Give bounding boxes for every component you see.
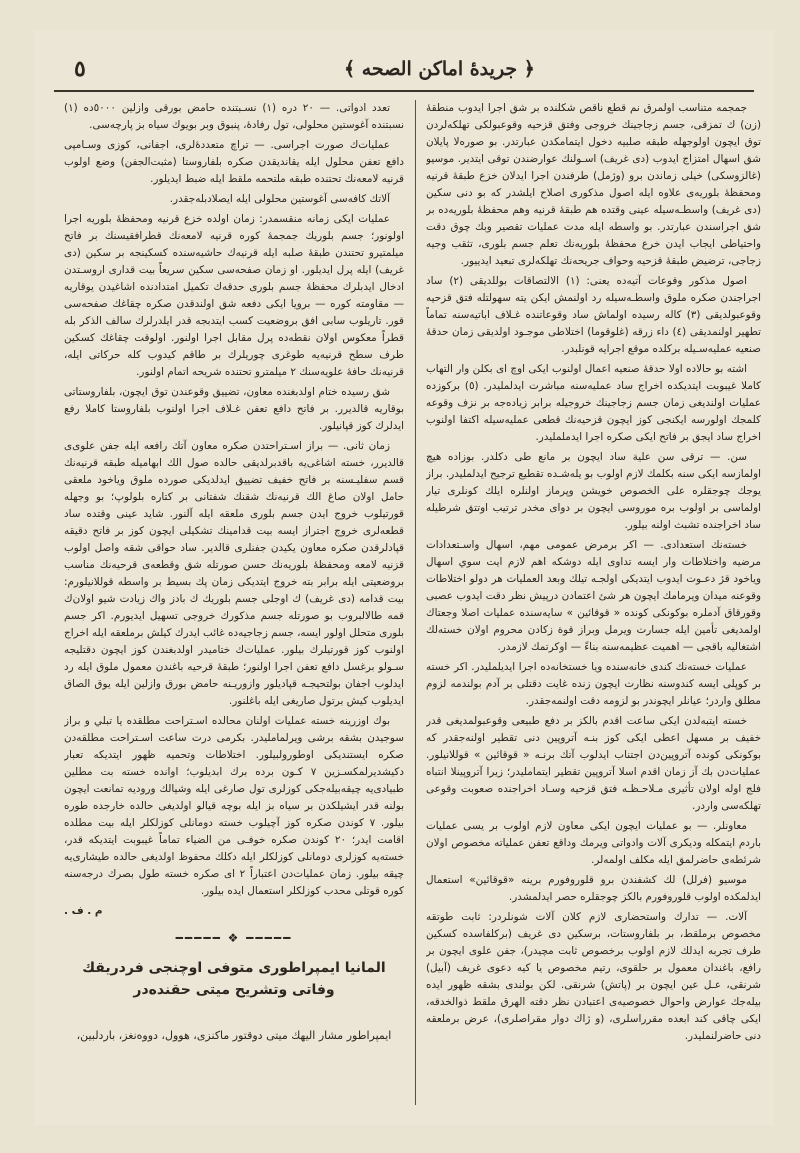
paragraph: تعدد ادواتى. — ٢٠ دره (١) نسـبتنده حامض بورقى وازلين ٥٠٠٠ده (١) نسبتنده آغوستين محلولى، تول رفادهٔ، پنبوق وبر بويوك سياه بز پارچه‌سى. [64,102,404,131]
paragraph: موسيو (فرلل) لك كشفندن برو قلوروفورم برينه «قوقائين» استعمال ايدلمكده اولوب قلوروفورم بالكز چوجقلره حصر ايدلمشدر. [426,874,761,903]
paragraph: خسته‌نك استعدادى. — اكر برمرض عمومى مهم، اسهال واسـتعدادات مرضيه واختلاطات وار ايسه تداوى ايله دوشكه اهم لازم ايت سوي اسهال وياخود قرٔ دعـوت ايدوب ايتديكى اولجـه تيلك وبعد العمليات هر دولو اختلاطات وقوعنه ميدان ويرمامك ايچون هر شئ اعتمادن درپيش نظر دقت ايدوب عصبى وقورقاق آدملره بوكونكى كونده « قوقائين » سايه‌سنده عمليات اصلا وجعتاك اولمديغى تأمين ايله جسارت ويرمل وبراز قوة زكادن محروم اولان خسته‌لك اشتغاليه باقجى — اهميت عظيمه‌سنه بناءً — اوكرتمك لازمدر. [426,539,761,653]
paragraph: جمجمه متناسب اولمرق نم قطع ناقص شكلنده بر شق اجرا ايدوب منطقهٔ (زن) ك تمزقى، جسم زجاجينك خروجى وفتق قزحيه وقوعبولكى تهلكه‌لردن توق ايچون اولوجهله طبقه صلبيه دخول ايتمامكدن عبارتدر. بو صوره‌لا پايلان شق اسهال امتزاج ايدوب (دى غريف) اسـولنك عوارضندن توقى ايتدير. موسيو (غالزوسكى) خيلى زماندن برو (وژمل) طرفندن اجرا ايدلان خزع طبقهٔ قرنيه ومحفظهٔ بلوريه‌ى علاوه ايله اصول مذكورى اصلاح ايلشدر كه بو دنى سكين (دى غريف) واسطـه‌سيله عينى وقتده هم طبقهٔ قرنيه وهم محفظهٔ بلوريه‌ده بر شق اجراسندن عبارتدر. بو واسطه ايله مدت عمليات تقصير وبك چوق دقت واحتياطى ايجاب ايدن خرع محفظهٔ بلوريه‌نك تعلم جسم بلورى، تثقب وجيه زجاجى، ترضيض طبقهٔ قزحيه وحواف جريحه‌نك تهلكه‌لرى تبعيد ايدييور. [426,102,761,267]
article-title: المانيا ايمپراطورى متوفى اوچنجى فردريقك وفاتى وتشريح ميتى حقنده‌در [82,960,386,998]
article-byline: ايمپراطور مشار اليهك ميتى دوقتور ماكنزى، هوول، دووه‌نغز، باردلبين، [76,1029,392,1042]
paragraph: شق رسيده ختام اولدبغنده معاون، تضييق وقوعندن توق ايچون، بلفاروستاتى بوقاريه قالديرر. بر فاتح دافع تعفن غـلاف اجرا اولنوب بلفاروستا كاملا رفع ايدلرك كوز قپانيلور. [64,386,404,432]
paragraph: اصول مذكور وقوعات آتيه‌ده يعنى: (١) الالتصاقات بوللديقى (٢) ساد اجراجندن صكره ملوق واسطـه‌سيله رد اولنمش ايكن يته سهولتله فتق قزحيه وقوعبولديقى (٣) كاله رسيده اولماش ساد وقوعاتنده غـلاف اباتيه‌سنه تماماً تطهير اولنمديقى (٤) داء زرقه (غلوقوما) اختلاطى موجـود اولديقى زمان حدقهٔ صنعيه عمليه‌سـيله بركلده موقع اجرايه قونلبدر. [426,275,761,355]
paragraph: بوك اوزرينه خسته عمليات اولنان محالده اسـتراحت مطلقده يا تبلي و براز سوجيدن بشقه برشى ويرلمامليدر. بكرمى درت ساعت اسـتراحت مطلقه‌دن صكره ايستنديكى اوطورولبيلور. اختلاطات وتحميه ظهور ايتديكه تعبار دكيشديرلمكسـزين ٧ كـون برده برك ابديلوب؛ اوانده خسته بت مطلين طبيادى‌يه چيقه‌بيله‌جكى كوزلرى تول صارغى ايله وشيالك وروديه تمانعت ايچون بولنه قدر ايشيلكدن بر سياه بز ايله بوچه قيالو اولديغى حالده خارجده طوره بيلور. ٧ كوندن صكره كوز آچيلوب خسته دومانلى كوزلكلر ايله بيت مطلده اقامت ايدر؛ ٢٠ كوندن صكره خوفـى من الضياء تماماً غيبوبت ايتديكه قدر، خسته‌يه كوزلرى دومانلى كوزلكلر ايله دكلك محفوظ اولديغى حالده طيشارى‌يه چيقه‌ بيلور. زمان عمليات‌دن اعتباراً ٢ اى صكره خسته طول بصرك درجه‌سنه كوره قوتلى محدب كوزلكلر استعمال ايده بيلور. [64,715,404,897]
paragraph: سن. — ترقى سن علية ساد ايچون بر مانع طى دكلدر. بوزاده هيچ اولمازسه ايكى سنه بكلمك لازم اولوب بو يله‌شـده تقطيع ترجيح ايدلمليدر. براز يوجك چوجقلره على الخصوص خويشن وپرماز اولنلره ايلك كونلرى تيار اولماسى بر اولوب بره موروسى ايچون بر دواى مخدر ترتيب اوتتق شرطيله ساد اخراجنده تشبث اولنه بيلور. [426,451,761,531]
paragraph: اشته بو حالاده اولا حدقهٔ صنعيه اعمال اولنوب ايكى اوچ اى بكلن وار التهاب كاملا غيبوبت ايتديكده اخراج ساد عمليه‌سنه مباشرت ايدلمليدر. (٥) بركوزده عمليات اولنديغى زمان جسم زجاجينك خروجيله برابر زياده‌جه بر نزف وقوعه كلمجك اولورسه ايكنجى كوز ايچون قزحيه‌نك قطعى عمليه‌سيله اكتفا اولنوب اخراج ساد ايجق بر فاتح ايكى صكره اجرا ايدململيدر. [426,363,761,443]
paragraph: معاونلر. — بو عمليات ايچون ايكى معاون لازم اولوب بر يسى عمليات باردم ايتمكله وديكرى آلات وادواتى ويرمك وداقع تعفن عملياته مخصوص اولان شرئطه‌ى حاضرلمق ايله مكلف اولمه‌لر. [426,820,761,866]
left-column [64,100,404,1110]
paragraph: آلات. — تدارك واستحضارى لازم كلان آلات شونلردر: ثابت طوتقه مخصوص برملقط، بر بلفاروستات، برسكين دى غريف (بركلفاسده كسكين طرف تجربه ايدلك لازم اولوب برخصوص ثابت مچيدر)، جفن علوى ايچون بر رافع، باغندان معمول بر حلقوى، رتيم مخصوص يا كيه دعوى غريف (آبيل) شرنقى، عـل عين ايچون بر (پاتش) شرنقى. لكن بولندى بشقه ظهور ايده بيله‌جك عوارض واحوال خصوصيه‌ى اعتبادن نظر دقته الهرق ملقط ذوالخدقه، ايكى چاقى كند ابعده مقرراسلرى، (و ژاك دوار مقراصلرى)، عرض برملعقه دنى حاضرلنمليدر. [426,911,761,1042]
header-rule [54,90,754,92]
column-divider [415,100,416,1105]
section-ornament: ━━━━━ ❖ ━━━━━ [175,931,293,945]
paragraph: زمان ثانى. — براز اسـتراحتدن صكره معاون آتك رافعه ايله جفن علوى‌ى قالديرر، خسته اشاغى‌يه باقدبرلديقى حالده صول الك ابهاميله طبقه قرنيه‌نك قسم سفليـسنه بر فاتح خفيف تضييق ايدلديكى صورده ملوق وياخود ملعقى حامل اولان صاغ الك قرنيه‌نك شقنك شفتانى بر كتاره بلولوپ؛ بو وجهله قورتيلوب خروج ايدن جسم بلورى ملعقه ايله آلنور. شايد عينى وقتده ساد قطعه‌لرى خروج اجتراز ايسه بيت قدامينك تشكيلى ايچون كوز بر فاتح دقيقه قپادلرقدن صكره معاون يكيدن جفنلرى قالدير. ساد حواقى شقه واصل اولوب قزنيه لامعه ومحفظهٔ بلوريه‌نك حسن صورتله شق وقطعه‌ى قرحيه‌نك مناسب بروضعيتى ايله برابر بته خروج ايتديكى زمان پك بسيط بر واسطه قوللانيلورم: بيت قدامه (دى غريف) ك اوجلى جسم بلوريك ك بادز واك زيادت شيو اولان‌ك قمه طالالبروب بو صورتله جسم مذكورك خروجى تسهيل ايديورم. اكر جسم بلورى متحلل اولور ايسه، جسم زجاجيه‌ده غائب ايدرك كيلش برملعقه ايله اخراج اولنوب كوز قورتيلرك بيلور. عمليات‌ك ختاميدر اولدبغندن كوز ايچون دقتليجه سـولو برغسل دافع تعفن اجرا اولنور؛ طبقهٔ قرحيه باغندن معمول ملوق ايله رد ايدلوب اجفان بولتحيجـه قپاديلور وازوريـنه حامض بورق وازلين ايله يوق الصاق ايديلوب كيش برتول صاريغى ايله باغلنور. [64,440,404,707]
paragraph: خسته ايتبه‌لدن ايكى ساعت اقدم بالكز بر دفع طبيعى وقوعبولمديغى قدر خفيف بر مسهل اعطى ايكى كوز بنـه آتروپين دنى تقطير اولنه‌جقدر كه بوكونكى كونده آتروپين‌دن اجتناب ايدلوب آتك برنـه « قوقائين » قوللانيلور. عمليات‌دن بك آز زمان اقدم اسلا آتروپين تقطير ايتمامليدر؛ زيرا آتروپينلا انتباه فلج اوله اولان تأثيرى مـلاحـظـه فتق قزحيه وسـاد اخراجنده صعوبت وقوعى تهلكه‌سى واردر. [426,715,761,812]
paragraph: عمليات ايكى زمانه منقسمدر: زمان اولده خزع قرنيه ومحفظهٔ بلوريه اجرا اولونور؛ جسم بلوريك جمجمهٔ كوره قرنيه لامعه‌نك قطرافقيسنك بر فاتح ميلمتيرو تحتندن طبقهٔ صلبه ايله قرنيه‌ك حاشيه‌سنده كسكينجه بر سكين (دى غريف) ايله پرل ايديلور. او زمان صفحه‌سى سكين سريعاً بيت قدارى ارو‌سـتدن ادخال ايدبلرك محفظهٔ جسم بلورى حدقه‌ك تكميل امتدادنده اشاغيدن يوقاريه — مقاومته كوره — برويا ايكى دفعه شق اولندقدن صكره چقاغك صفحه‌سى قور. تاريلوب سابى افق بروضعيت كسب ايتدبجه قدر ايلدرلرك سالف الذكر بله قطراً معكوس اولان نقطه‌ده پرل مقابل اجرا اولنور. اولوقت چقاغك كسكين طرف سطح قرنيه‌يه طوغرى چوريلرك بر طاقم كيدوب كله حركاتى ايله، قرنيه‌نك حافه‌ٔ علويه‌سنك ٢ ميلمترو تحتنده شريحه اتمام اولنور. [64,213,404,378]
paragraph: عمليات‌ك صورت اجراسى. — تراچ متعددهٔ‌لرى، اجفانى، كوزى وسـا‌مپى دافع تعفن محلول ايله يقانديقدن صكره بلفاروستا (مثبت‌الجفن) وضع اولوب قرنيه لامعه‌نك تحتنده طبقه ملتحمه ملقط ايله ضبط ايديلور. [64,139,404,185]
right-column [426,100,761,1110]
paragraph: آلاتك كافه‌سى آغوستين محلولى ايله ايصلادبله‌جقدر. [169,193,390,205]
author-signature: م . ف . [64,905,103,917]
paragraph: عمليات خسته‌نك كندى خانه‌سنده ويا خستخانه‌ده اجرا ايديلمليدر. اكر خسته بر كوپلى ايسه كندوسنه نظارت ايچون زنده غايت دقتلى بر آدم بولندمه لزوم مطلق واردر؛ عيانلر ايچوندر بو لزومه دقت اولنمه‌جقدر. [426,661,761,707]
page-header [34,52,774,92]
journal-page [34,30,774,1125]
journal-title: ﴿ جريدهٔ اماكن الصحه ﴾ [344,58,535,80]
page-number: ٥ [74,56,86,82]
